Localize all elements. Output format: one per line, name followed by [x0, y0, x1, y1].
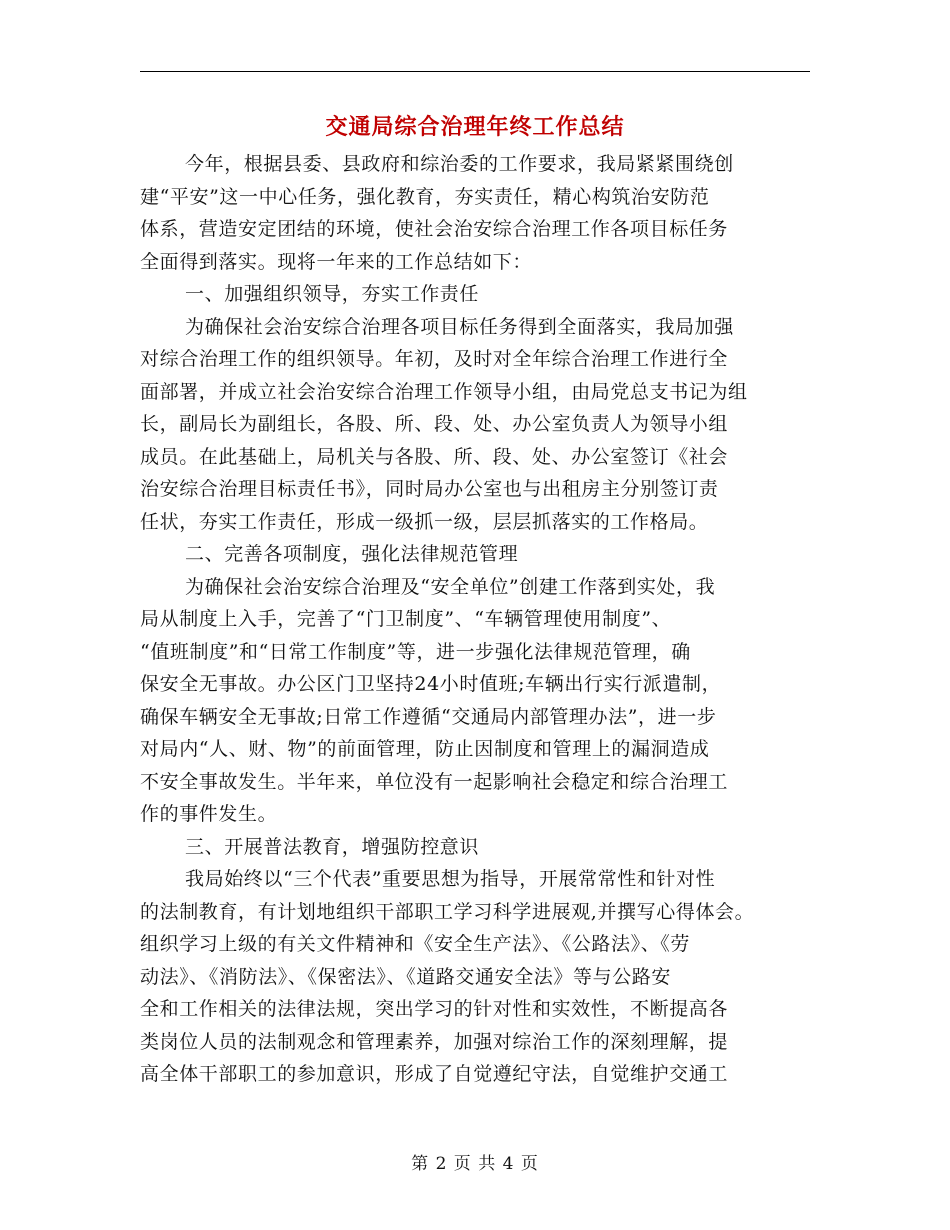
page-number-footer: 第 2 页 共 4 页 [411, 1154, 539, 1174]
text-line: 的法制教育，有计划地组织干部职工学习科学进展观,并撰写心得体会。 [140, 900, 755, 923]
text-line: “值班制度”和“日常工作制度”等，进一步强化法律规范管理，确 [140, 640, 691, 663]
text-line: 二、完善各项制度，强化法律规范管理 [185, 543, 519, 565]
text-line: 一、加强组织领导，夯实工作责任 [185, 283, 480, 305]
text-line: 任状，夯实工作责任，形成一级抓一级，层层抓落实的工作格局。 [140, 510, 709, 533]
text-line: 三、开展普法教育，增强防控意识 [185, 835, 480, 858]
text-line: 组织学习上级的有关文件精神和《安全生产法》、《公路法》、《劳 [140, 933, 691, 955]
text-line: 不安全事故发生。半年来，单位没有一起影响社会稳定和综合治理工 [140, 770, 729, 793]
text-line: 长，副局长为副组长，各股、所、段、处、办公室负责人为领导小组 [140, 413, 729, 435]
document-body [140, 148, 810, 1091]
text-line: 我局始终以“三个代表”重要思想为指导，开展常常性和针对性 [185, 868, 716, 890]
text-line: 今年，根据县委、县政府和综治委的工作要求，我局紧紧围绕创 [185, 153, 734, 175]
text-line: 治安综合治理目标责任书》，同时局办公室也与出租房主分别签订责 [140, 478, 719, 500]
text-line: 动法》、《消防法》、《保密法》、《道路交通安全法》等与公路安 [140, 965, 672, 988]
text-line: 高全体干部职工的参加意识，形成了自觉遵纪守法，自觉维护交通工 [140, 1063, 729, 1085]
text-line: 成员。在此基础上，局机关与各股、所、段、处、办公室签订《社会 [140, 445, 729, 468]
text-line: 确保车辆安全无事故;日常工作遵循“交通局内部管理办法”，进一步 [140, 705, 717, 728]
text-line: 对局内“人、财、物”的前面管理，防止因制度和管理上的漏洞造成 [140, 738, 710, 760]
text-line: 作的事件发生。 [140, 803, 278, 825]
text-line: 对综合治理工作的组织领导。年初，及时对全年综合治理工作进行全 [140, 348, 729, 370]
text-line: 为确保社会治安综合治理及“安全单位”创建工作落到实处，我 [185, 575, 716, 598]
text-line: 全和工作相关的法律法规，突出学习的针对性和实效性，不断提高各 [140, 998, 729, 1020]
text-line: 面部署，并成立社会治安综合治理工作领导小组，由局党总支书记为组 [140, 380, 748, 403]
header-rule [140, 71, 810, 72]
text-line: 全面得到落实。现将一年来的工作总结如下： [140, 250, 533, 273]
document-title: 交通局综合治理年终工作总结 [325, 114, 625, 140]
text-line: 局从制度上入手，完善了“门卫制度”、“车辆管理使用制度”、 [140, 608, 672, 630]
text-line: 建“平安”这一中心任务，强化教育，夯实责任，精心构筑治安防范 [140, 185, 710, 208]
text-line: 类岗位人员的法制观念和管理素养，加强对综治工作的深刻理解，提 [140, 1030, 729, 1053]
text-line: 为确保社会治安综合治理各项目标任务得到全面落实，我局加强 [185, 315, 734, 338]
text-line: 体系，营造安定团结的环境，使社会治安综合治理工作各项目标任务 [140, 218, 729, 240]
text-line: 保安全无事故。办公区门卫坚持24小时值班;车辆出行实行派遣制， [140, 673, 722, 695]
